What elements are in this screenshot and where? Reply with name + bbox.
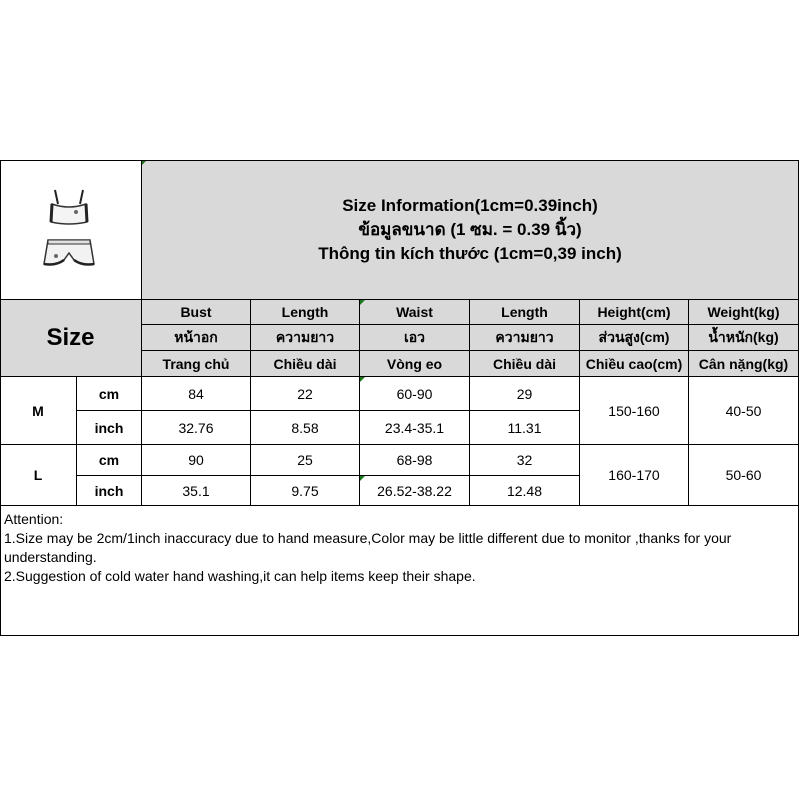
notes-heading: Attention: (4, 511, 64, 527)
title-english: Size Information(1cm=0.39inch) (342, 195, 598, 215)
col-height-vi: Chiều cao(cm) (580, 351, 689, 377)
table-cell: 32.76 (142, 411, 251, 445)
table-cell: 84 (142, 377, 251, 411)
col-length2-vi: Chiều dài (470, 351, 580, 377)
unit-label: cm (77, 445, 142, 476)
product-image (0, 160, 142, 300)
table-cell: 23.4-35.1 (360, 411, 470, 445)
unit-label: cm (77, 377, 142, 411)
col-waist-th: เอว (360, 325, 470, 351)
table-cell: 160-170 (580, 445, 689, 506)
col-length-en: Length (251, 300, 360, 325)
camisole-top-illustration (51, 190, 87, 224)
unit-label: inch (77, 411, 142, 445)
table-cell: 60-90 (360, 377, 470, 411)
corner-marker (360, 300, 365, 305)
table-cell: 150-160 (580, 377, 689, 445)
product-image-cell (0, 160, 142, 300)
table-cell: 11.31 (470, 411, 580, 445)
col-weight-en: Weight(kg) (689, 300, 799, 325)
size-l-label: L (0, 445, 77, 506)
attention-notes (0, 506, 799, 636)
shorts-illustration (44, 240, 94, 265)
title-vietnamese: Thông tin kích thước (1cm=0,39 inch) (318, 243, 622, 263)
notes-line-2: 2.Suggestion of cold water hand washing,it can help items keep their shape. (4, 568, 476, 584)
col-height-th: ส่วนสูง(cm) (580, 325, 689, 351)
corner-marker (360, 377, 365, 382)
col-weight-vi: Cân nặng(kg) (689, 351, 799, 377)
col-length2-th: ความยาว (470, 325, 580, 351)
unit-label: inch (77, 476, 142, 506)
notes-line-1: 1.Size may be 2cm/1inch inaccuracy due to hand measure,Color may be little different due to monitor ,thanks for your understanding. (4, 530, 732, 565)
size-m-label: M (0, 377, 77, 445)
table-cell: 35.1 (142, 476, 251, 506)
col-length-th: ความยาว (251, 325, 360, 351)
title-thai: ข้อมูลขนาด (1 ซม. = 0.39 นิ้ว) (358, 219, 582, 239)
table-cell: 25 (251, 445, 360, 476)
col-weight-th: น้ำหนัก(kg) (689, 325, 799, 351)
corner-marker (142, 160, 147, 165)
col-height-en: Height(cm) (580, 300, 689, 325)
title-block (142, 160, 799, 300)
table-cell: 8.58 (251, 411, 360, 445)
col-bust-th: หน้าอก (142, 325, 251, 351)
col-bust-vi: Trang chủ (142, 351, 251, 377)
table-cell: 90 (142, 445, 251, 476)
col-length-vi: Chiều dài (251, 351, 360, 377)
table-cell: 40-50 (689, 377, 799, 445)
size-header: Size (0, 300, 142, 377)
col-waist-en: Waist (360, 300, 470, 325)
table-cell: 26.52-38.22 (360, 476, 470, 506)
table-cell: 29 (470, 377, 580, 411)
table-cell: 68-98 (360, 445, 470, 476)
corner-marker (360, 476, 365, 481)
table-cell: 50-60 (689, 445, 799, 506)
table-cell: 9.75 (251, 476, 360, 506)
table-cell: 22 (251, 377, 360, 411)
col-length2-en: Length (470, 300, 580, 325)
table-cell: 12.48 (470, 476, 580, 506)
col-waist-vi: Vòng eo (360, 351, 470, 377)
table-cell: 32 (470, 445, 580, 476)
col-bust-en: Bust (142, 300, 251, 325)
